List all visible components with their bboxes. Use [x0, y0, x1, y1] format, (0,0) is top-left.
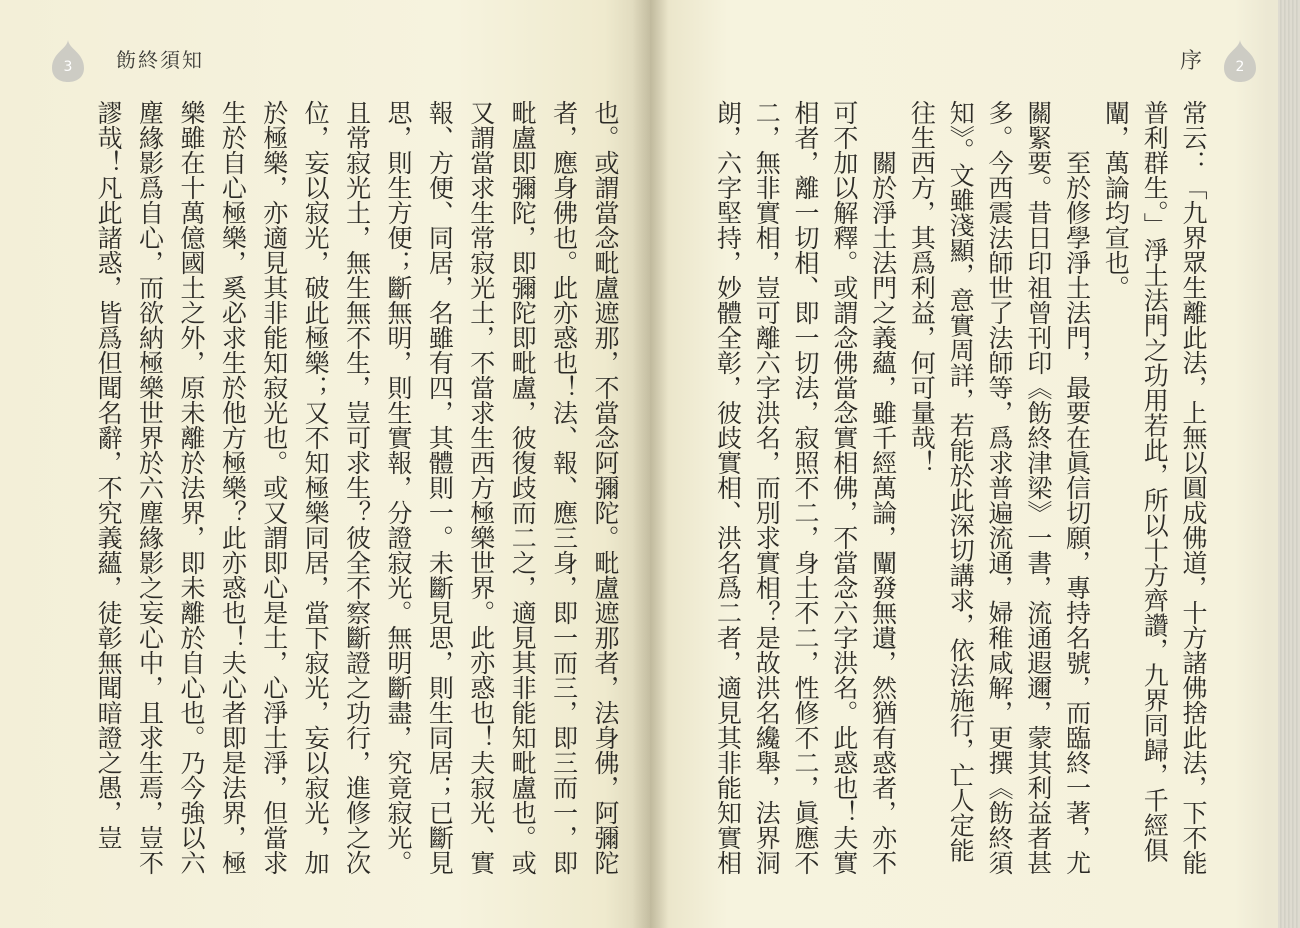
text-column: 毗盧即彌陀，即彌陀即毗盧，彼復歧而二之，適見其非能知毗盧也。或 [508, 100, 538, 875]
text-column: 也。或謂當念毗盧遮那，不當念阿彌陀。毗盧遮那者，法身佛，阿彌陀 [591, 100, 620, 875]
text-column: 報、方便、同居，名雖有四，其體則一。未斷見思，則生同居；已斷見 [425, 100, 455, 875]
page-number: 2 [1235, 59, 1245, 75]
text-column: 朗，六字堅持，妙體全彰，彼歧實相、洪名爲二者，適見其非能知實相 [713, 100, 743, 875]
text-column: 生於自心極樂，奚必求生於他方極樂？此亦惑也！夫心者即是法界，極 [218, 100, 248, 875]
text-column: 關於淨土法門之義蘊，雖千經萬論，闡發無遺，然猶有惑者，亦不 [868, 150, 898, 875]
text-column: 謬哉！凡此諸惑，皆爲但聞名辭，不究義蘊，徒彰無聞暗證之愚，豈 [94, 100, 124, 850]
text-column: 又謂當求生常寂光土，不當求生西方極樂世界。此亦惑也！夫寂光、實 [466, 100, 496, 875]
text-column: 塵緣影爲自心，而欲納極樂世界於六塵緣影之妄心中，且求生焉，豈不 [135, 100, 165, 875]
text-column: 可不加以解釋。或謂念佛當念實相佛，不當念六字洪名。此惑也！夫實 [829, 100, 859, 875]
text-column: 思，則生方便；斷無明，則生實報，分證寂光。無明斷盡，究竟寂光。 [383, 100, 413, 875]
running-title: 飭終須知 [116, 48, 204, 72]
leaf-emblem-icon [1222, 38, 1258, 84]
text-column: 闡，萬論均宣也。 [1101, 100, 1131, 300]
text-column: 關緊要。昔日印祖曾刊印《飭終津梁》一書，流通遐邇，蒙其利益者甚 [1023, 100, 1053, 875]
text-column: 至於修學淨土法門，最要在眞信切願，專持名號，而臨終一著，尤 [1062, 150, 1092, 875]
text-column: 普利群生。」淨土法門之功用若此，所以十方齊讚，九界同歸，千經俱 [1140, 100, 1170, 863]
text-column: 二，無非實相，豈可離六字洪名，而別求實相？是故洪名纔舉，法界洞 [752, 100, 782, 875]
running-title: 序 [1180, 49, 1205, 74]
text-column: 位，妄以寂光，破此極樂；又不知極樂同居，當下寂光，妄以寂光，加 [301, 100, 331, 875]
text-column: 於極樂，亦適見其非能知寂光也。或又謂即心是土，心淨土淨，但當求 [259, 100, 289, 875]
page-number: 3 [63, 59, 73, 75]
book-spine-shadow [632, 0, 668, 928]
text-column: 常云：「九界眾生離此法，上無以圓成佛道，十方諸佛捨此法，下不能 [1179, 100, 1208, 875]
text-column: 相者，離一切相、即一切法，寂照不二，身土不二，性修不二，眞應不 [791, 100, 821, 875]
text-column: 多。今西震法師世了法師等，爲求普遍流通，婦稚咸解，更撰《飭終須 [985, 100, 1015, 875]
bodhi-leaf-icon [50, 38, 86, 84]
text-column: 往生西方，其爲利益，何可量哉！ [907, 100, 937, 475]
text-column: 樂雖在十萬億國土之外，原未離於法界，即未離於自心也。乃今強以六 [176, 100, 206, 875]
text-column: 者，應身佛也。此亦惑也！法、報、應三身，即一而三，即三而一，即 [549, 100, 579, 875]
body-text [88, 100, 626, 900]
body-text [707, 100, 1212, 900]
text-column: 且常寂光土，無生無不生，豈可求生？彼全不察斷證之功行，進修之次 [342, 100, 372, 875]
page-edges [1278, 0, 1300, 928]
leaf-emblem-icon [50, 38, 86, 84]
bodhi-leaf-icon [1222, 38, 1258, 84]
text-column: 知》。文雖淺顯，意實周詳，若能於此深切講求，依法施行，亡人定能 [946, 100, 976, 863]
